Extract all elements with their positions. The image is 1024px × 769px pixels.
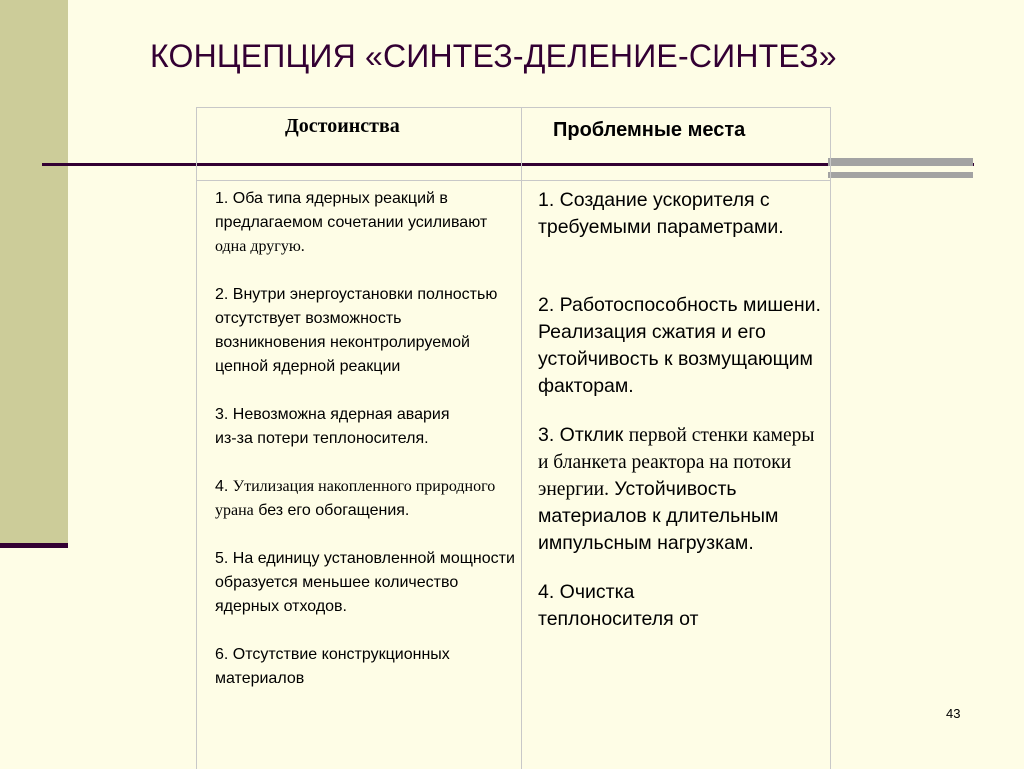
advantages-column — [215, 187, 515, 715]
title-rule-accent-top — [828, 158, 973, 166]
title-rule-accent-bottom — [828, 172, 973, 178]
advantage-item-2 — [215, 283, 515, 379]
advantage-item-3 — [215, 403, 515, 451]
header-advantages: Достоинства — [285, 115, 400, 137]
problem-item-4 — [538, 579, 828, 633]
left-accent-underline — [0, 543, 68, 548]
advantage-2-text: 2. Внутри энергоустановки полностью отсутствует возможность возникновения неконтролируемой цепной ядерной реакции — [215, 286, 498, 375]
problem-item-2 — [538, 292, 828, 400]
advantage-5-text: 5. На единицу установленной мощности образуется меньшее количество ядерных отходов. — [215, 550, 515, 615]
problem-4-continuation: теплоносителя от — [538, 608, 699, 630]
advantage-item-1 — [215, 187, 515, 259]
header-divider — [197, 180, 830, 181]
column-divider — [521, 108, 522, 769]
advantage-1-serif-text: одна другую. — [215, 238, 305, 255]
advantage-3-text: 3. Невозможна ядерная авария — [215, 406, 450, 423]
advantage-3-continuation: из-за потери теплоносителя. — [215, 430, 429, 447]
problem-4-text: 4. Очистка — [538, 581, 635, 603]
advantage-item-6 — [215, 643, 515, 691]
problem-item-3 — [538, 422, 828, 557]
advantage-4-number: 4. — [215, 478, 233, 495]
left-accent-bar — [0, 0, 68, 544]
page-number: 43 — [946, 706, 961, 721]
problem-2-text: 2. Работоспособность мишени. Реализация сжатия и его устойчивость к возмущающим факторам. — [538, 294, 821, 397]
problems-column — [538, 187, 828, 633]
problem-3-text: Устойчивость материалов к длительным импульсным нагрузкам. — [538, 478, 779, 554]
comparison-table — [196, 107, 831, 769]
problem-3-serif-text: первой стенки камеры и бланкета реактора на потоки энергии. — [538, 425, 815, 500]
problem-3-number: 3. Отклик — [538, 424, 629, 446]
problem-item-1 — [538, 187, 828, 241]
advantage-4-text: без его обогащения. — [253, 502, 410, 519]
advantage-item-4 — [215, 475, 515, 523]
advantage-4-serif-text: Утилизация накопленного природного урана — [215, 478, 496, 519]
advantage-1-text: 1. Оба типа ядерных реакций в предлагаемом сочетании усиливают — [215, 190, 488, 231]
problem-1-text: 1. Создание ускорителя с требуемыми параметрами. — [538, 189, 784, 238]
slide-title: КОНЦЕПЦИЯ «СИНТЕЗ-ДЕЛЕНИЕ-СИНТЕЗ» — [150, 38, 837, 74]
advantage-item-5 — [215, 547, 515, 619]
advantage-6-text: 6. Отсутствие конструкционных материалов — [215, 646, 450, 687]
header-problems: Проблемные места — [553, 119, 746, 141]
